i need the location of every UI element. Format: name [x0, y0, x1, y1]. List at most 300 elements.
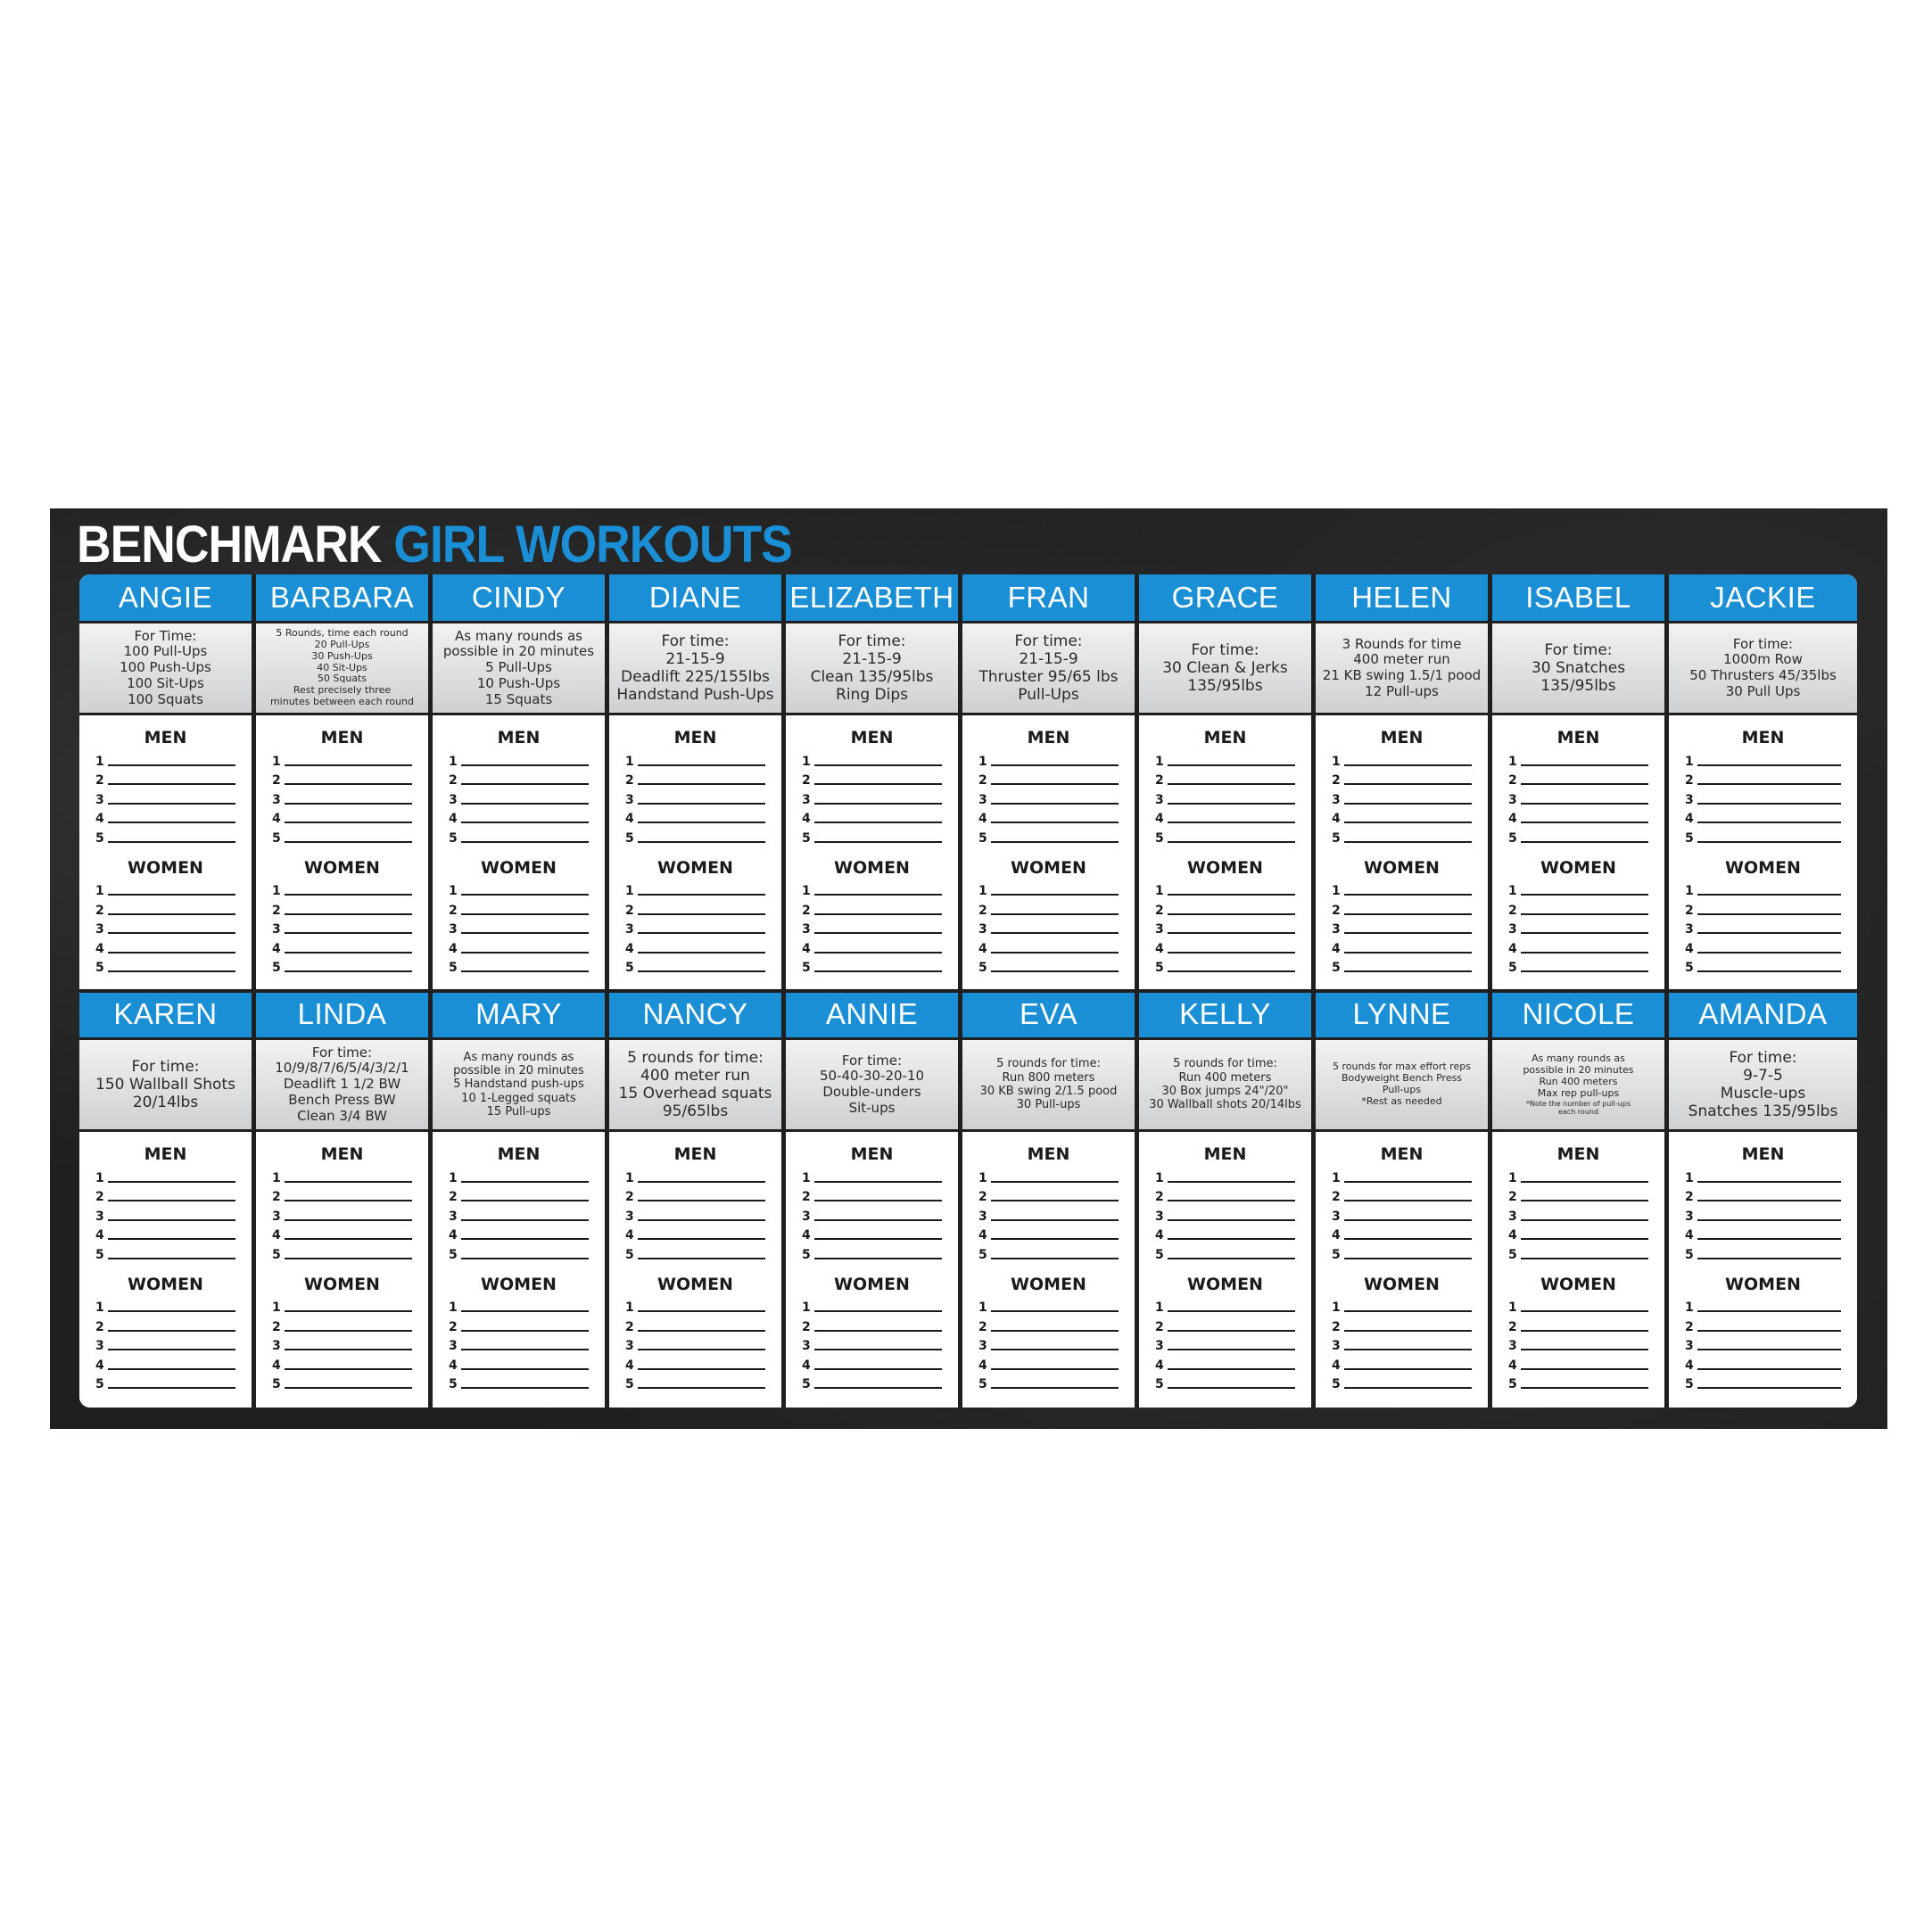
score-blank-line[interactable] [108, 894, 235, 896]
score-blank-line[interactable] [638, 783, 765, 785]
women-score-entry[interactable] [1669, 1296, 1857, 1316]
score-blank-line[interactable] [461, 783, 589, 785]
women-score-entry[interactable] [1669, 1373, 1857, 1392]
women-score-entry[interactable] [433, 1353, 605, 1373]
women-score-entry[interactable] [1669, 1315, 1857, 1334]
women-score-entry[interactable] [1669, 937, 1857, 956]
women-score-entry[interactable] [79, 1315, 252, 1334]
women-score-entry[interactable] [1492, 956, 1664, 976]
score-blank-line[interactable] [1697, 764, 1841, 766]
men-score-entry[interactable] [962, 769, 1135, 788]
score-blank-line[interactable] [1697, 783, 1841, 785]
score-blank-line[interactable] [1168, 932, 1295, 934]
women-score-entry[interactable] [786, 956, 958, 976]
men-score-entry[interactable] [1139, 769, 1311, 788]
score-blank-line[interactable] [1697, 1349, 1841, 1350]
men-score-entry[interactable] [962, 1224, 1135, 1243]
women-score-entry[interactable] [256, 1353, 428, 1373]
score-blank-line[interactable] [108, 1368, 235, 1370]
men-score-entry[interactable] [79, 1185, 252, 1205]
score-blank-line[interactable] [1697, 894, 1841, 896]
men-score-entry[interactable] [1316, 1166, 1488, 1185]
score-blank-line[interactable] [814, 1310, 942, 1312]
score-blank-line[interactable] [991, 1349, 1119, 1350]
men-score-entry[interactable] [609, 1204, 781, 1224]
score-blank-line[interactable] [1697, 1200, 1841, 1201]
women-score-entry[interactable] [256, 1373, 428, 1392]
score-blank-line[interactable] [1344, 1219, 1472, 1221]
women-score-entry[interactable] [609, 1334, 781, 1354]
men-score-entry[interactable] [962, 1185, 1135, 1205]
men-score-entry[interactable] [433, 807, 605, 827]
women-score-entry[interactable] [433, 918, 605, 937]
men-score-entry[interactable] [1316, 749, 1488, 769]
men-score-entry[interactable] [962, 1166, 1135, 1185]
score-blank-line[interactable] [285, 894, 412, 896]
men-score-entry[interactable] [1492, 807, 1664, 827]
women-score-entry[interactable] [609, 1373, 781, 1392]
women-score-entry[interactable] [609, 1296, 781, 1316]
score-blank-line[interactable] [461, 1387, 589, 1389]
men-score-entry[interactable] [79, 1243, 252, 1262]
men-score-entry[interactable] [433, 749, 605, 769]
score-blank-line[interactable] [1168, 1181, 1295, 1183]
men-score-entry[interactable] [433, 769, 605, 788]
score-blank-line[interactable] [461, 764, 589, 766]
score-blank-line[interactable] [638, 952, 765, 954]
score-blank-line[interactable] [461, 841, 589, 843]
women-score-entry[interactable] [256, 898, 428, 918]
men-score-entry[interactable] [609, 749, 781, 769]
men-score-entry[interactable] [962, 1204, 1135, 1224]
women-score-entry[interactable] [433, 937, 605, 956]
score-blank-line[interactable] [991, 1181, 1119, 1183]
score-blank-line[interactable] [1344, 1258, 1472, 1259]
score-blank-line[interactable] [1697, 1310, 1841, 1312]
women-score-entry[interactable] [609, 918, 781, 937]
score-blank-line[interactable] [1168, 1310, 1295, 1312]
score-blank-line[interactable] [1697, 1368, 1841, 1370]
men-score-entry[interactable] [79, 1224, 252, 1243]
men-score-entry[interactable] [962, 788, 1135, 807]
men-score-entry[interactable] [79, 1166, 252, 1185]
score-blank-line[interactable] [991, 822, 1119, 823]
men-score-entry[interactable] [962, 826, 1135, 846]
score-blank-line[interactable] [461, 932, 589, 934]
score-blank-line[interactable] [108, 783, 235, 785]
women-score-entry[interactable] [79, 956, 252, 976]
score-blank-line[interactable] [108, 1349, 235, 1350]
men-score-entry[interactable] [433, 1204, 605, 1224]
men-score-entry[interactable] [1669, 807, 1857, 827]
score-blank-line[interactable] [991, 841, 1119, 843]
men-score-entry[interactable] [609, 1243, 781, 1262]
score-blank-line[interactable] [638, 1238, 765, 1240]
score-blank-line[interactable] [1344, 783, 1472, 785]
men-score-entry[interactable] [1139, 788, 1311, 807]
score-blank-line[interactable] [1521, 894, 1648, 896]
men-score-entry[interactable] [256, 1204, 428, 1224]
women-score-entry[interactable] [256, 879, 428, 899]
score-blank-line[interactable] [814, 783, 942, 785]
men-score-entry[interactable] [1316, 1243, 1488, 1262]
men-score-entry[interactable] [786, 807, 958, 827]
score-blank-line[interactable] [108, 1330, 235, 1332]
score-blank-line[interactable] [285, 822, 412, 823]
score-blank-line[interactable] [1697, 822, 1841, 823]
men-score-entry[interactable] [1669, 769, 1857, 788]
women-score-entry[interactable] [1316, 1315, 1488, 1334]
score-blank-line[interactable] [108, 913, 235, 915]
women-score-entry[interactable] [962, 1296, 1135, 1316]
women-score-entry[interactable] [609, 956, 781, 976]
men-score-entry[interactable] [1492, 1243, 1664, 1262]
men-score-entry[interactable] [256, 788, 428, 807]
women-score-entry[interactable] [609, 1353, 781, 1373]
men-score-entry[interactable] [962, 807, 1135, 827]
score-blank-line[interactable] [108, 1219, 235, 1221]
women-score-entry[interactable] [786, 879, 958, 899]
score-blank-line[interactable] [1168, 970, 1295, 972]
score-blank-line[interactable] [638, 913, 765, 915]
score-blank-line[interactable] [814, 1387, 942, 1389]
women-score-entry[interactable] [786, 1353, 958, 1373]
score-blank-line[interactable] [638, 803, 765, 805]
score-blank-line[interactable] [461, 1330, 589, 1332]
score-blank-line[interactable] [1521, 783, 1648, 785]
score-blank-line[interactable] [285, 783, 412, 785]
score-blank-line[interactable] [1521, 1181, 1648, 1183]
score-blank-line[interactable] [991, 1310, 1119, 1312]
score-blank-line[interactable] [638, 822, 765, 823]
men-score-entry[interactable] [256, 1166, 428, 1185]
men-score-entry[interactable] [79, 788, 252, 807]
men-score-entry[interactable] [1669, 749, 1857, 769]
men-score-entry[interactable] [786, 1166, 958, 1185]
women-score-entry[interactable] [1139, 956, 1311, 976]
score-blank-line[interactable] [991, 952, 1119, 954]
score-blank-line[interactable] [1344, 1181, 1472, 1183]
score-blank-line[interactable] [991, 803, 1119, 805]
men-score-entry[interactable] [609, 1185, 781, 1205]
score-blank-line[interactable] [991, 1387, 1119, 1389]
score-blank-line[interactable] [1697, 970, 1841, 972]
score-blank-line[interactable] [638, 841, 765, 843]
score-blank-line[interactable] [1344, 1330, 1472, 1332]
women-score-entry[interactable] [1492, 937, 1664, 956]
score-blank-line[interactable] [461, 1181, 589, 1183]
men-score-entry[interactable] [79, 826, 252, 846]
women-score-entry[interactable] [1139, 937, 1311, 956]
men-score-entry[interactable] [1492, 826, 1664, 846]
score-blank-line[interactable] [1344, 970, 1472, 972]
score-blank-line[interactable] [1697, 1181, 1841, 1183]
score-blank-line[interactable] [814, 913, 942, 915]
men-score-entry[interactable] [1139, 749, 1311, 769]
women-score-entry[interactable] [1139, 1353, 1311, 1373]
women-score-entry[interactable] [1669, 1334, 1857, 1354]
women-score-entry[interactable] [1492, 918, 1664, 937]
score-blank-line[interactable] [814, 803, 942, 805]
women-score-entry[interactable] [433, 1373, 605, 1392]
score-blank-line[interactable] [285, 764, 412, 766]
score-blank-line[interactable] [991, 1330, 1119, 1332]
score-blank-line[interactable] [1521, 1387, 1648, 1389]
men-score-entry[interactable] [1669, 1185, 1857, 1205]
score-blank-line[interactable] [461, 1200, 589, 1201]
score-blank-line[interactable] [285, 803, 412, 805]
score-blank-line[interactable] [1168, 1330, 1295, 1332]
women-score-entry[interactable] [256, 937, 428, 956]
score-blank-line[interactable] [1521, 970, 1648, 972]
score-blank-line[interactable] [638, 1368, 765, 1370]
women-score-entry[interactable] [962, 937, 1135, 956]
score-blank-line[interactable] [285, 1349, 412, 1350]
score-blank-line[interactable] [1521, 764, 1648, 766]
score-blank-line[interactable] [285, 1200, 412, 1201]
score-blank-line[interactable] [1521, 841, 1648, 843]
men-score-entry[interactable] [1669, 1243, 1857, 1262]
score-blank-line[interactable] [1521, 1330, 1648, 1332]
women-score-entry[interactable] [1492, 879, 1664, 899]
score-blank-line[interactable] [1521, 1349, 1648, 1350]
score-blank-line[interactable] [1521, 803, 1648, 805]
men-score-entry[interactable] [1316, 807, 1488, 827]
score-blank-line[interactable] [638, 1349, 765, 1350]
women-score-entry[interactable] [786, 1334, 958, 1354]
men-score-entry[interactable] [1669, 1166, 1857, 1185]
women-score-entry[interactable] [1139, 879, 1311, 899]
score-blank-line[interactable] [638, 970, 765, 972]
men-score-entry[interactable] [256, 769, 428, 788]
score-blank-line[interactable] [285, 1387, 412, 1389]
score-blank-line[interactable] [991, 1368, 1119, 1370]
women-score-entry[interactable] [433, 1334, 605, 1354]
men-score-entry[interactable] [1669, 826, 1857, 846]
score-blank-line[interactable] [1168, 1368, 1295, 1370]
score-blank-line[interactable] [1168, 764, 1295, 766]
women-score-entry[interactable] [1669, 918, 1857, 937]
score-blank-line[interactable] [285, 913, 412, 915]
women-score-entry[interactable] [1492, 1315, 1664, 1334]
women-score-entry[interactable] [786, 1296, 958, 1316]
women-score-entry[interactable] [79, 1334, 252, 1354]
men-score-entry[interactable] [256, 1185, 428, 1205]
women-score-entry[interactable] [962, 1334, 1135, 1354]
score-blank-line[interactable] [1344, 803, 1472, 805]
men-score-entry[interactable] [962, 1243, 1135, 1262]
score-blank-line[interactable] [108, 952, 235, 954]
men-score-entry[interactable] [786, 769, 958, 788]
women-score-entry[interactable] [962, 1373, 1135, 1392]
women-score-entry[interactable] [433, 879, 605, 899]
women-score-entry[interactable] [962, 1315, 1135, 1334]
men-score-entry[interactable] [433, 1224, 605, 1243]
score-blank-line[interactable] [991, 1200, 1119, 1201]
score-blank-line[interactable] [461, 913, 589, 915]
women-score-entry[interactable] [786, 1315, 958, 1334]
women-score-entry[interactable] [1492, 1296, 1664, 1316]
score-blank-line[interactable] [285, 1219, 412, 1221]
men-score-entry[interactable] [256, 807, 428, 827]
women-score-entry[interactable] [1492, 898, 1664, 918]
score-blank-line[interactable] [814, 1200, 942, 1201]
men-score-entry[interactable] [1669, 1224, 1857, 1243]
score-blank-line[interactable] [638, 1258, 765, 1259]
men-score-entry[interactable] [1492, 788, 1664, 807]
score-blank-line[interactable] [1521, 1200, 1648, 1201]
women-score-entry[interactable] [609, 879, 781, 899]
women-score-entry[interactable] [79, 879, 252, 899]
women-score-entry[interactable] [1669, 956, 1857, 976]
women-score-entry[interactable] [1316, 918, 1488, 937]
women-score-entry[interactable] [1139, 1334, 1311, 1354]
women-score-entry[interactable] [1316, 1334, 1488, 1354]
women-score-entry[interactable] [1316, 1296, 1488, 1316]
score-blank-line[interactable] [1344, 1349, 1472, 1350]
score-blank-line[interactable] [1344, 952, 1472, 954]
score-blank-line[interactable] [108, 841, 235, 843]
score-blank-line[interactable] [1521, 822, 1648, 823]
women-score-entry[interactable] [1669, 898, 1857, 918]
score-blank-line[interactable] [108, 1200, 235, 1201]
score-blank-line[interactable] [638, 1219, 765, 1221]
women-score-entry[interactable] [1139, 1373, 1311, 1392]
men-score-entry[interactable] [1139, 1243, 1311, 1262]
women-score-entry[interactable] [962, 879, 1135, 899]
score-blank-line[interactable] [1168, 783, 1295, 785]
men-score-entry[interactable] [609, 1166, 781, 1185]
men-score-entry[interactable] [1139, 1185, 1311, 1205]
score-blank-line[interactable] [1168, 952, 1295, 954]
score-blank-line[interactable] [108, 803, 235, 805]
score-blank-line[interactable] [1344, 764, 1472, 766]
women-score-entry[interactable] [256, 1296, 428, 1316]
women-score-entry[interactable] [1492, 1353, 1664, 1373]
women-score-entry[interactable] [79, 918, 252, 937]
men-score-entry[interactable] [433, 1243, 605, 1262]
men-score-entry[interactable] [433, 1166, 605, 1185]
men-score-entry[interactable] [786, 1204, 958, 1224]
score-blank-line[interactable] [1521, 1310, 1648, 1312]
score-blank-line[interactable] [1697, 1238, 1841, 1240]
men-score-entry[interactable] [609, 826, 781, 846]
score-blank-line[interactable] [814, 1330, 942, 1332]
score-blank-line[interactable] [108, 932, 235, 934]
score-blank-line[interactable] [638, 894, 765, 896]
score-blank-line[interactable] [108, 764, 235, 766]
women-score-entry[interactable] [433, 1315, 605, 1334]
score-blank-line[interactable] [991, 764, 1119, 766]
score-blank-line[interactable] [1168, 1219, 1295, 1221]
women-score-entry[interactable] [79, 898, 252, 918]
men-score-entry[interactable] [79, 749, 252, 769]
men-score-entry[interactable] [1139, 1204, 1311, 1224]
men-score-entry[interactable] [1492, 1185, 1664, 1205]
men-score-entry[interactable] [1492, 769, 1664, 788]
score-blank-line[interactable] [1344, 1310, 1472, 1312]
score-blank-line[interactable] [1168, 1200, 1295, 1201]
score-blank-line[interactable] [108, 1387, 235, 1389]
score-blank-line[interactable] [1521, 932, 1648, 934]
men-score-entry[interactable] [433, 788, 605, 807]
score-blank-line[interactable] [814, 970, 942, 972]
women-score-entry[interactable] [1492, 1373, 1664, 1392]
score-blank-line[interactable] [1168, 841, 1295, 843]
women-score-entry[interactable] [962, 1353, 1135, 1373]
men-score-entry[interactable] [433, 1185, 605, 1205]
women-score-entry[interactable] [256, 1334, 428, 1354]
score-blank-line[interactable] [638, 764, 765, 766]
men-score-entry[interactable] [79, 1204, 252, 1224]
score-blank-line[interactable] [814, 1238, 942, 1240]
men-score-entry[interactable] [1316, 788, 1488, 807]
score-blank-line[interactable] [461, 952, 589, 954]
score-blank-line[interactable] [1521, 1219, 1648, 1221]
score-blank-line[interactable] [1697, 1387, 1841, 1389]
score-blank-line[interactable] [1521, 913, 1648, 915]
score-blank-line[interactable] [1344, 894, 1472, 896]
women-score-entry[interactable] [1669, 879, 1857, 899]
score-blank-line[interactable] [1521, 1368, 1648, 1370]
score-blank-line[interactable] [461, 1349, 589, 1350]
score-blank-line[interactable] [814, 822, 942, 823]
score-blank-line[interactable] [1168, 822, 1295, 823]
women-score-entry[interactable] [256, 956, 428, 976]
women-score-entry[interactable] [609, 937, 781, 956]
score-blank-line[interactable] [108, 970, 235, 972]
women-score-entry[interactable] [1139, 898, 1311, 918]
women-score-entry[interactable] [962, 918, 1135, 937]
women-score-entry[interactable] [1316, 879, 1488, 899]
score-blank-line[interactable] [285, 1310, 412, 1312]
women-score-entry[interactable] [1316, 1353, 1488, 1373]
score-blank-line[interactable] [1168, 1258, 1295, 1259]
men-score-entry[interactable] [1492, 1224, 1664, 1243]
score-blank-line[interactable] [814, 764, 942, 766]
score-blank-line[interactable] [285, 952, 412, 954]
score-blank-line[interactable] [814, 1219, 942, 1221]
women-score-entry[interactable] [786, 1373, 958, 1392]
score-blank-line[interactable] [108, 822, 235, 823]
score-blank-line[interactable] [814, 1368, 942, 1370]
men-score-entry[interactable] [609, 769, 781, 788]
women-score-entry[interactable] [256, 1315, 428, 1334]
men-score-entry[interactable] [962, 749, 1135, 769]
women-score-entry[interactable] [1316, 956, 1488, 976]
women-score-entry[interactable] [1316, 1373, 1488, 1392]
men-score-entry[interactable] [256, 826, 428, 846]
score-blank-line[interactable] [285, 1330, 412, 1332]
score-blank-line[interactable] [285, 1368, 412, 1370]
men-score-entry[interactable] [1139, 826, 1311, 846]
score-blank-line[interactable] [1521, 1258, 1648, 1259]
men-score-entry[interactable] [1316, 769, 1488, 788]
men-score-entry[interactable] [1139, 1224, 1311, 1243]
men-score-entry[interactable] [1492, 1204, 1664, 1224]
score-blank-line[interactable] [638, 1330, 765, 1332]
score-blank-line[interactable] [814, 841, 942, 843]
score-blank-line[interactable] [814, 932, 942, 934]
men-score-entry[interactable] [786, 826, 958, 846]
score-blank-line[interactable] [991, 1219, 1119, 1221]
men-score-entry[interactable] [79, 769, 252, 788]
women-score-entry[interactable] [786, 898, 958, 918]
score-blank-line[interactable] [285, 1238, 412, 1240]
score-blank-line[interactable] [461, 1258, 589, 1259]
women-score-entry[interactable] [1139, 1296, 1311, 1316]
men-score-entry[interactable] [79, 807, 252, 827]
